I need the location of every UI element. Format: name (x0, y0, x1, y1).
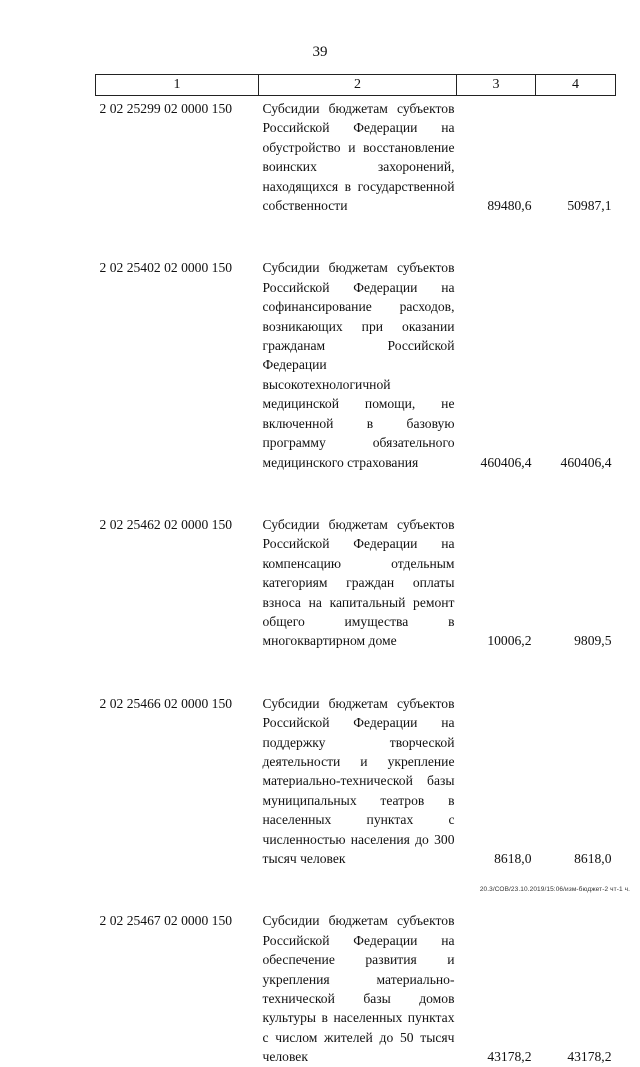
row-description: Субсидии бюджетам субъектов Российской Федерации на софинансирование расходов, возникающих при оказании гражданам Российской Федерации высокотехнологичной медицинской помощи, не включенной в базовую программу обязательного медицинского страхования (262, 260, 455, 470)
row-description: Субсидии бюджетам субъектов Российской Федерации на поддержку творческой деятельности и укрепление материально-технической базы муниципальных театров в населенных пунктах с численностью населения до 300 тысяч человек (262, 695, 455, 866)
value-col-3: 460406,4 (480, 454, 532, 470)
value-col-3: 89480,6 (487, 198, 532, 214)
budget-code: 2 02 25466 02 0000 150 (99, 695, 233, 711)
value-col-3: 8618,0 (494, 851, 532, 866)
column-header-2: 2 (259, 75, 457, 96)
value-col-4: 9809,5 (574, 633, 612, 649)
value-col-4: 8618,0 (574, 851, 612, 866)
document-footer-stamp: 20.3/СОВ/23.10.2019/15:06/изм-бюджет-2 чт-1 ч. (479, 886, 630, 893)
table-row (96, 512, 616, 691)
row-description: Субсидии бюджетам субъектов Российской Федерации на обеспечение развития и укрепления материально-технической базы домов культуры в населенных пунктах с числом жителей до 50 тысяч человек (262, 913, 455, 1065)
budget-code: 2 02 25467 02 0000 150 (99, 913, 233, 929)
value-col-3: 43178,2 (487, 1049, 532, 1065)
column-header-3: 3 (457, 75, 536, 96)
table-row (96, 96, 616, 256)
budget-code: 2 02 25299 02 0000 150 (99, 101, 233, 116)
table-row (96, 691, 616, 909)
page-number: 39 (312, 44, 328, 60)
budget-code: 2 02 25402 02 0000 150 (99, 260, 233, 276)
table-row (96, 908, 616, 1066)
column-header-4: 4 (536, 75, 616, 96)
budget-table (95, 74, 616, 1067)
table-header-row (96, 75, 616, 96)
table-row (96, 255, 616, 511)
value-col-3: 10006,2 (487, 633, 532, 649)
row-description: Субсидии бюджетам субъектов Российской Федерации на компенсацию отдельным категориям граждан оплаты взноса на капитальный ремонт общего имущества в многоквартирном доме (262, 516, 455, 649)
budget-code: 2 02 25462 02 0000 150 (99, 516, 233, 532)
value-col-4: 460406,4 (560, 454, 612, 470)
value-col-4: 50987,1 (567, 198, 612, 214)
value-col-4: 43178,2 (567, 1049, 612, 1065)
column-header-1: 1 (96, 75, 259, 96)
row-description: Субсидии бюджетам субъектов Российской Федерации на обустройство и восстановление воинских захоронений, находящихся в государственной собственности (262, 101, 455, 214)
